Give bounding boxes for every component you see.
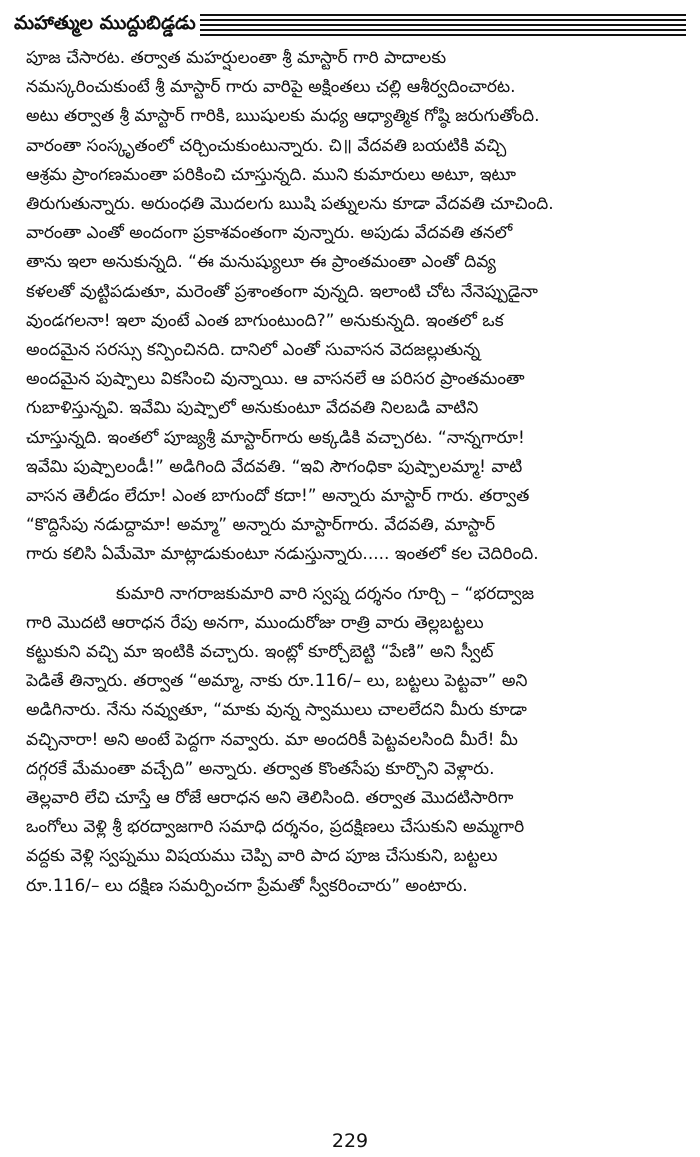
text-line: చూస్తున్నది. ఇంతలో పూజ్యశ్రీ మాస్టార్‌గారు అక్కడికి వచ్చారట. “నాన్నగారూ! <box>26 427 525 448</box>
text-line: పెడితే తిన్నారు. తర్వాత “అమ్మా, నాకు రూ.116/– లు, బట్టలు పెట్టవా” అని <box>26 671 528 692</box>
text-line: వద్దకు వెళ్లి స్వప్నము విషయము చెప్పి వారి పాద పూజ చేసుకుని, బట్టలు <box>26 846 498 867</box>
header-rule-lines <box>200 14 686 39</box>
text-line: ఇవేమి పుష్పాలండీ!” అడిగింది వేదవతి. “ఇవి సౌగంధికా పుష్పాలమ్మా! వాటి <box>26 456 523 477</box>
running-header <box>14 6 686 44</box>
paragraph <box>26 44 676 570</box>
text-line: అందమైన పుష్పాలు వికసించి వున్నాయి. ఆ వాసనలే ఆ పరిసర ప్రాంతమంతా <box>26 369 525 390</box>
header-rule-line <box>200 34 686 36</box>
text-line: అడిగినారు. నేను నవ్వుతూ, “మాకు వున్న స్వాములు చాలలేదని మీరు కూడా <box>26 700 527 721</box>
text-line: గారు కలిసి ఏమేమో మాట్లాడుకుంటూ నడుస్తున్నారు..... ఇంతలో కల చెదిరింది. <box>26 544 539 565</box>
header-rule-line <box>200 24 686 26</box>
running-header-title: మహాత్ముల ముద్దుబిడ్డడు <box>14 12 196 34</box>
text-line: తాను ఇలా అనుకున్నది. “ఈ మనుష్యులూ ఈ ప్రాంతమంతా ఎంతో దివ్య <box>26 252 496 273</box>
text-line: “కొద్దిసేపు నడుద్దామా! అమ్మా” అన్నారు మాస్టార్‌గారు. వేదవతి, మాస్టార్ <box>26 515 496 536</box>
text-line: తిరుగుతున్నారు. అరుంధతి మొదలగు ఋషి పత్నులను కూడా వేదవతి చూచింది. <box>26 194 554 215</box>
text-line: కళలతో వుట్టిపడుతూ, మరెంతో ప్రశాంతంగా వున్నది. ఇలాంటి చోట నేనెప్పుడైనా <box>26 281 538 302</box>
text-line: వాసన తెలీడం లేదూ! ఎంత బాగుందో కదా!” అన్నారు మాస్టార్ గారు. తర్వాత <box>26 486 530 507</box>
text-line: వారంతా ఎంతో అందంగా ప్రకాశవంతంగా వున్నారు. అపుడు వేదవతి తనలో <box>26 223 513 244</box>
header-rule-line <box>200 14 686 16</box>
text-line: కట్టుకుని వచ్చి మా ఇంటికి వచ్చారు. ఇంట్లో కూర్చోబెట్టి “పేణి” అని స్వీట్ <box>26 642 494 663</box>
body-text <box>26 44 676 901</box>
text-line: పూజ చేసారట. తర్వాత మహర్షులంతా శ్రీ మాస్టార్ గారి పాదాలకు <box>26 48 447 68</box>
text-line: వచ్చినారా! అని అంటే పెద్దగా నవ్వారు. మా అందరికీ పెట్టవలసింది మీరే! మీ <box>26 729 518 750</box>
text-line: అటు తర్వాత శ్రీ మాస్టార్ గారికి, ఋషులకు మధ్య ఆధ్యాత్మిక గోష్ఠి జరుగుతోంది. <box>26 106 540 127</box>
header-rule-line <box>200 29 686 31</box>
text-line: తెల్లవారి లేచి చూస్తే ఆ రోజే ఆరాధన అని తెలిసింది. తర్వాత మొదటిసారిగా <box>26 788 514 809</box>
text-line: కుమారి నాగరాజకుమారి వారి స్వప్న దర్శనం గూర్చి – “భరద్వాజ <box>116 583 535 604</box>
text-line: రూ.116/– లు దక్షిణ సమర్పించగా ప్రేమతో స్వీకరించారు” అంటారు. <box>26 875 468 896</box>
header-rule-line <box>200 19 686 21</box>
paragraph <box>26 580 676 901</box>
text-line: అందమైన సరస్సు కన్పించినది. దానిలో ఎంతో సువాసన వెదజల్లుతున్న <box>26 340 481 361</box>
text-line: ఆశ్రమ ప్రాంగణమంతా పరికించి చూస్తున్నది. ముని కుమారులు అటూ, ఇటూ <box>26 164 517 185</box>
text-line: దగ్గరకే మేమంతా వచ్చేది” అన్నారు. తర్వాత కొంతసేపు కూర్చొని వెళ్లారు. <box>26 758 495 779</box>
text-line: నమస్కరించుకుంటే శ్రీ మాస్టార్ గారు వారిపై అక్షింతలు చల్లి ఆశీర్వదించారట. <box>26 77 516 98</box>
text-line: ఒంగోలు వెళ్లి శ్రీ భరద్వాజగారి సమాధి దర్శనం, ప్రదక్షిణలు చేసుకుని అమ్మగారి <box>26 817 525 838</box>
text-line: గారి మొదటి ఆరాధన రేపు అనగా, ముందురోజు రాత్రి వారు తెల్లబట్టలు <box>26 612 484 633</box>
text-line: వారంతా సంస్కృతంలో చర్చించుకుంటున్నారు. చి॥ వేదవతి బయటికి వచ్చి <box>26 135 507 156</box>
text-line: గుబాళిస్తున్నవి. ఇవేమి పుష్పాలో అనుకుంటూ వేదవతి నిలబడి వాటిని <box>26 398 479 419</box>
page-number: 229 <box>331 1130 369 1152</box>
text-line: వుండగలనా! ఇలా వుంటే ఎంత బాగుంటుంది?” అనుకున్నది. ఇంతలో ఒక <box>26 310 504 331</box>
paragraph-gap <box>26 570 676 580</box>
